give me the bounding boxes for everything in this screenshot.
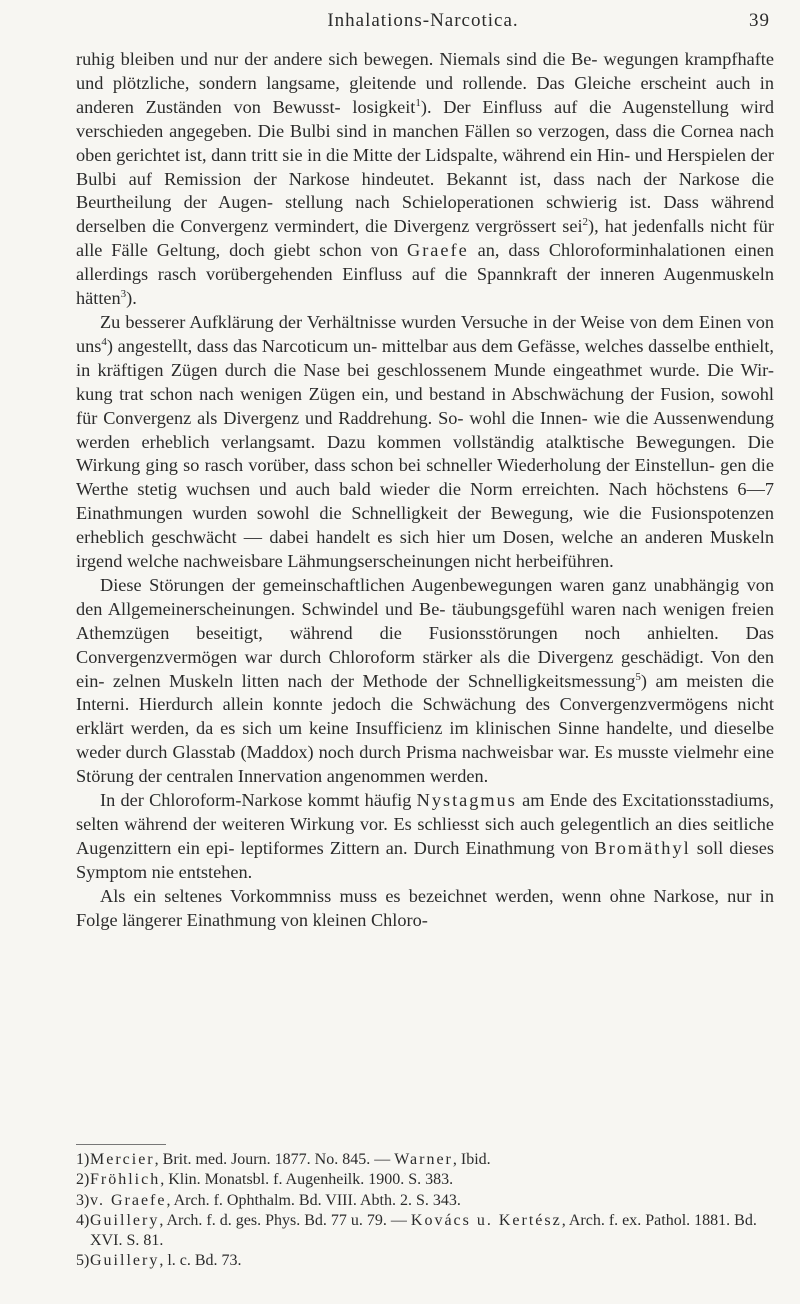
footnote-3: 3)v. Graefe, Arch. f. Ophthalm. Bd. VIII. Abth. 2. S. 343. bbox=[76, 1191, 461, 1209]
footnote-divider bbox=[76, 1144, 166, 1145]
footnote-ref-3: 3 bbox=[120, 287, 127, 300]
running-title: Inhalations-Narcotica. bbox=[327, 10, 519, 31]
paragraph-3: Diese Störungen der gemeinschaftlichen Augenbewegungen waren ganz unabhängig von den Allgemeinerscheinungen. Schwindel und Be- täubungsgefühl waren nach wenigen freien Athemzügen beseitigt, während die Fusionsstörungen noch anhielten. Das Convergenzvermögen war durch Chloroform stärker als die Divergenz geschädigt. Von den ein- zelnen Muskeln litten nach der Methode der Schnelligkeitsmessung$^5$) am meisten die Interni. Hierdurch allein konnte jedoch die Schwächung des Convergenzvermögens nicht erklärt werden, da es sich um keine Insufficienz im klinischen Sinne handelte, und dieselbe weder durch Glasstab (Maddox) noch durch Prisma nachweisbar war. Es musste vielmehr eine Störung der centralen Innervation angenommen werden. bbox=[76, 574, 775, 787]
footnotes bbox=[76, 1150, 774, 1272]
footnote-ref-2: 2 bbox=[582, 216, 589, 229]
footnote-ref-5: 5 bbox=[635, 670, 641, 683]
footnote-ref-4: 4 bbox=[101, 335, 107, 348]
main-text bbox=[76, 48, 774, 933]
paragraph-5: Als ein seltenes Vorkommniss muss es bezeichnet werden, wenn ohne Narkose, nur in Folge längerer Einathmung von kleinen Chloro- bbox=[76, 885, 774, 930]
footnote-ref-1: 1 bbox=[415, 96, 421, 109]
running-header bbox=[76, 6, 770, 40]
paragraph-2: Zu besserer Aufklärung der Verhältnisse wurden Versuche in der Weise von dem Einen von uns$^4$) angestellt, dass das Narcoticum un- mittelbar aus dem Gefässe, welches dasselbe enthielt, in kräftigen Zügen durch die Nase bei geschlossenem Munde eingeathmet wurde. Die Wir- kung trat schon nach wenigen Zügen ein, und bestand in Abschwächung der Fusion, sowohl für Convergenz als Divergenz und Raddrehung. So- wohl die Innen- wie die Aussenwendung werden erheblich verlangsamt. Dazu kommen vollständig atalktische Bewegungen. Die Wirkung ging so rasch vorüber, dass schon bei schneller Wiederholung der Einstellun- gen die Werthe stetig wuchsen und auch bald wieder die Norm erreichten. Nach höchstens 6—7 Einathmungen wurden sowohl die Schnelligkeit der Bewegung, wie die Fusionspotenzen erheblich geschwächt — dabei handelt es sich hier um Dosen, welche an anderen Muskeln irgend welche nachweisbare Lähmungserscheinungen nicht herbeiführen. bbox=[76, 311, 775, 572]
footnote-5: 5)Guillery, l. c. Bd. 73. bbox=[76, 1252, 242, 1270]
footnote-1: 1)Mercier, Brit. med. Journ. 1877. No. 845. — Warner, Ibid. bbox=[76, 1151, 491, 1168]
page-number: 39 bbox=[749, 10, 770, 31]
footnote-2: 2)Fröhlich, Klin. Monatsbl. f. Augenheilk. 1900. S. 383. bbox=[76, 1171, 454, 1189]
footnote-4: 4)Guillery, Arch. f. d. ges. Phys. Bd. 77 u. 79. — Kovács u. Kertész, Arch. f. ex. Pathol. 1881. Bd. XVI. S. 81. bbox=[76, 1211, 757, 1250]
paragraph-1: ruhig bleiben und nur der andere sich bewegen. Niemals sind die Be- wegungen krampfhafte und plötzliche, sondern langsame, gleitende und rollende. Das Gleiche erscheint auch in anderen Zuständen von Bewusst- losigkeit$^1$). Der Einfluss auf die Augenstellung wird verschieden angegeben. Die Bulbi sind in manchen Fällen so verzogen, dass die Cornea nach oben gerichtet ist, dann tritt sie in die Mitte der Lidspalte, während ein Hin- und Herspielen der Bulbi auf Remission der Narkose hindeutet. Bekannt ist, dass nach der Narkose die Beurtheilung der Augen- stellung nach Schieloperationen schwierig ist. Dass während derselben die Convergenz vermindert, die Divergenz vergrössert sei$^2$), hat jedenfalls nicht für alle Fälle Geltung, doch giebt schon von Graefe an, dass Chloroforminhalationen einen allerdings rasch vorübergehenden Einfluss auf die Spannkraft der inneren Augenmuskeln hätten$^3$). bbox=[76, 49, 775, 309]
paragraph-4: In der Chloroform-Narkose kommt häufig Nystagmus am Ende des Excitationsstadiums, selten während der weiteren Wirkung vor. Es schliesst sich auch gelegentlich an dies seitliche Augenzittern ein epi- leptiformes Zittern an. Durch Einathmung von Bromäthyl soll dieses Symptom nie entstehen. bbox=[76, 790, 775, 882]
